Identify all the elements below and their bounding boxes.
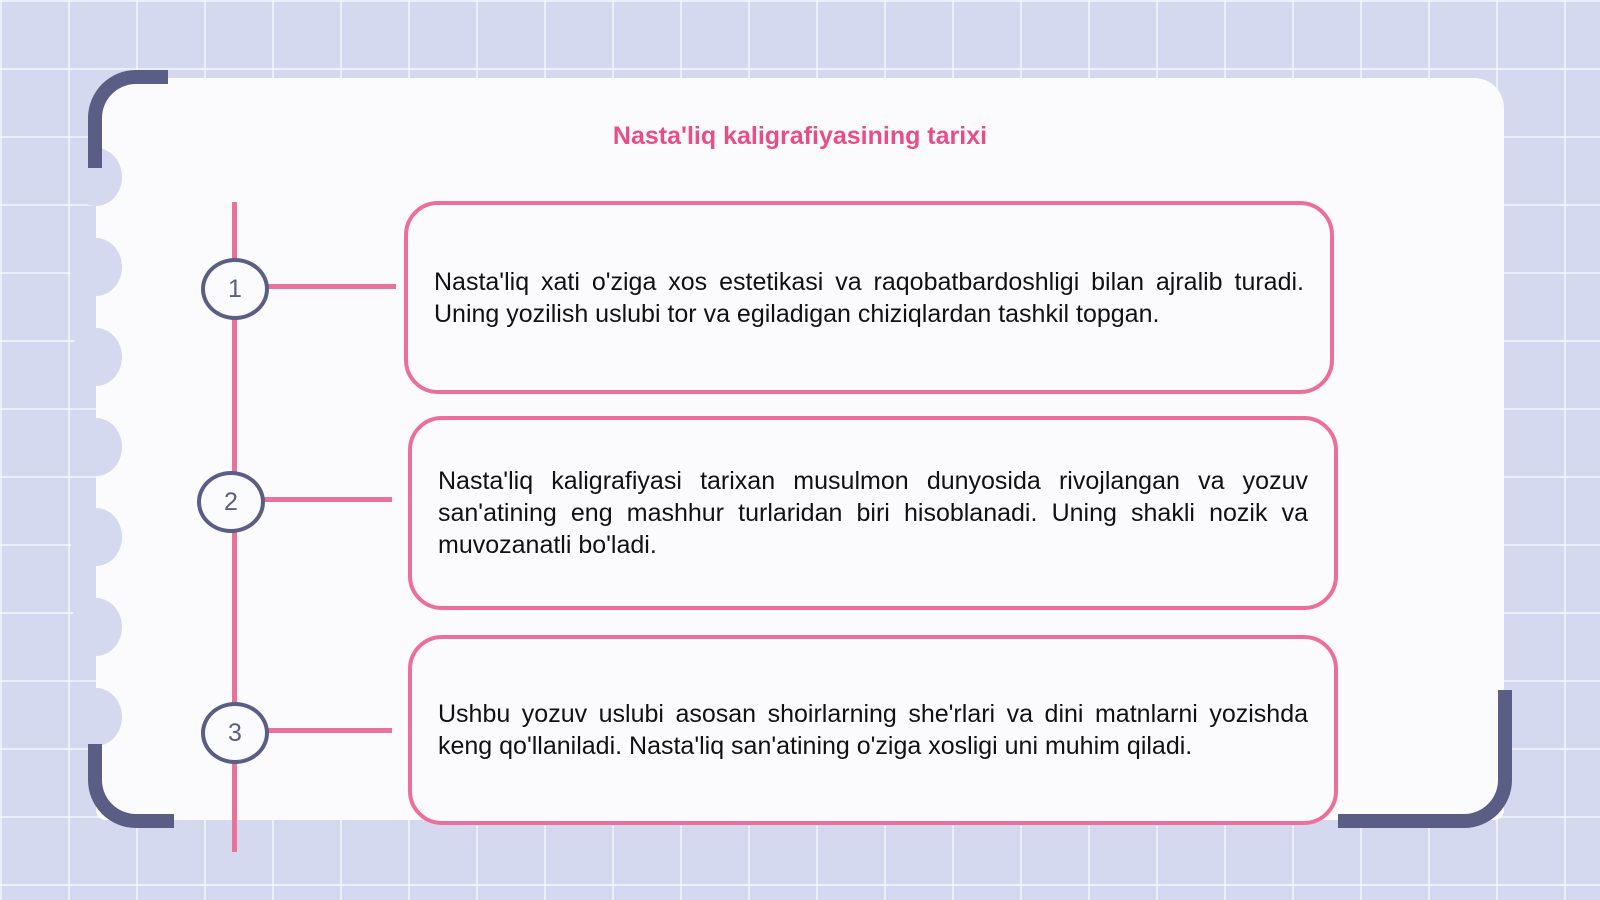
timeline-card-1 [404,201,1334,394]
corner-bracket-bottom-right [1338,690,1512,828]
timeline-connector [262,728,392,733]
card-text: Ushbu yozuv uslubi asosan shoirlarning she'rlari va dini matnlarni yozishda keng qo'llaniladi. Nasta'liq san'atining o'ziga xosligi uni muhim qiladi. [438,700,1308,760]
card-text: Nasta'liq kaligrafiyasi tarixan musulmon dunyosida rivojlangan va yozuv san'atining eng mashhur turlaridan biri hisoblanadi. Uning shakli nozik va muvozanatli bo'ladi. [438,467,1308,559]
marker-number: 3 [228,718,242,747]
slide-title: Nasta'liq kaligrafiyasining tarixi [612,122,988,150]
marker-number: 2 [224,487,238,516]
scallop-cutout [70,508,122,566]
scallop-cutout [70,328,122,386]
timeline-marker-3 [201,702,269,764]
scallop-cutout [70,688,122,746]
scallop-cutout [70,418,122,476]
timeline-connector [262,284,396,289]
timeline-connector [258,497,392,502]
timeline-card-2 [408,416,1338,610]
timeline-card-3 [408,635,1338,825]
marker-number: 1 [228,274,242,303]
card-text: Nasta'liq xati o'ziga xos estetikasi va raqobatbardoshligi bilan ajralib turadi. Uning yozilish uslubi tor va egiladigan chiziqlardan tashkil topgan. [434,267,1304,328]
timeline-marker-2 [197,471,265,533]
timeline-marker-1 [201,258,269,320]
corner-bracket-top-left [88,70,168,168]
scallop-cutout [70,598,122,656]
scallop-cutout [70,238,122,296]
